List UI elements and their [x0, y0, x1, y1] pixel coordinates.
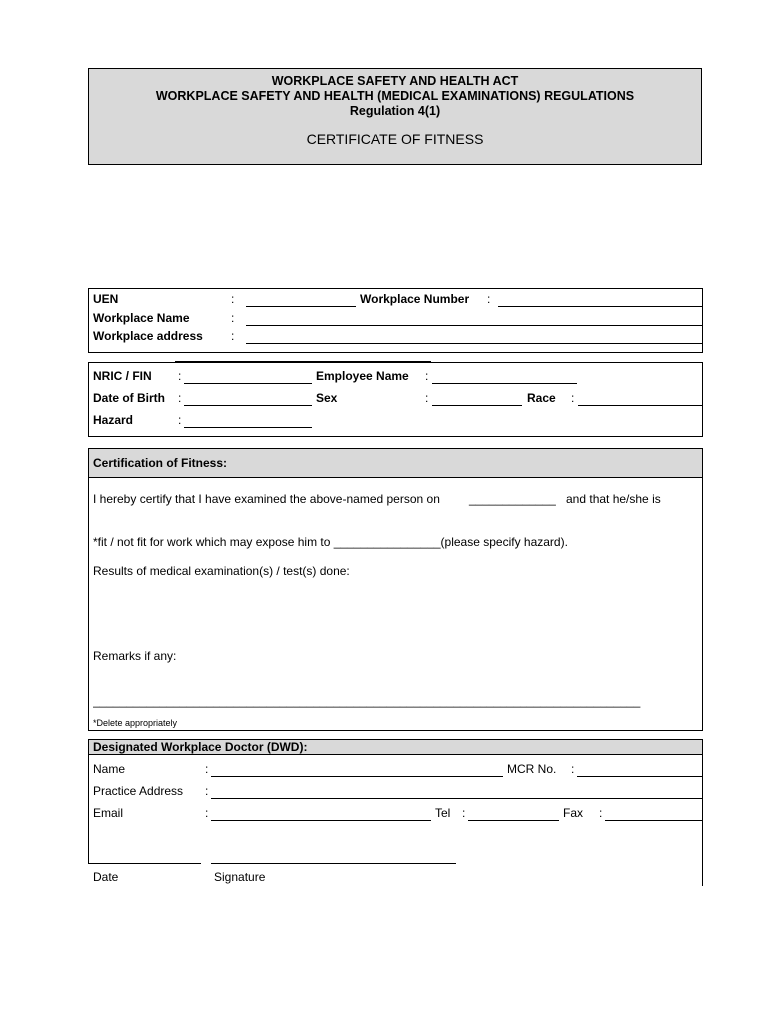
divider — [702, 755, 703, 886]
colon: : — [487, 292, 491, 306]
colon: : — [205, 784, 209, 798]
tel-label: Tel — [435, 806, 451, 820]
email-label: Email — [93, 806, 124, 820]
tel-field[interactable] — [468, 820, 559, 821]
colon: : — [462, 806, 466, 820]
dob-field[interactable] — [184, 405, 312, 406]
colon: : — [205, 806, 209, 820]
colon: : — [599, 806, 603, 820]
doctor-heading: Designated Workplace Doctor (DWD): — [93, 740, 308, 754]
signature-field[interactable] — [211, 863, 456, 864]
doctor-name-label: Name — [93, 762, 126, 776]
practice-address-label: Practice Address — [93, 784, 184, 798]
delete-footnote: *Delete appropriately — [93, 718, 178, 728]
regulation-number: Regulation 4(1) — [349, 104, 441, 118]
results-label: Results of medical examination(s) / test(s) done: — [93, 564, 350, 578]
race-label: Race — [527, 391, 556, 405]
remarks-label: Remarks if any: — [93, 649, 177, 663]
uen-field[interactable] — [246, 306, 356, 307]
divider — [88, 755, 89, 863]
workplace-number-label: Workplace Number — [360, 292, 470, 306]
colon: : — [231, 292, 235, 306]
fitness-statement: *fit / not fit for work which may expose him to ________________(please specify hazard). — [93, 535, 568, 549]
colon: : — [571, 762, 575, 776]
dob-label: Date of Birth — [93, 391, 165, 405]
certification-section — [88, 448, 703, 731]
doctor-name-field[interactable] — [211, 776, 503, 777]
workplace-name-field[interactable] — [246, 325, 702, 326]
colon: : — [231, 311, 235, 325]
hazard-field[interactable] — [184, 427, 312, 428]
mcr-field[interactable] — [577, 776, 702, 777]
employee-name-label: Employee Name — [316, 369, 409, 383]
certify-text: I hereby certify that I have examined the above-named person on — [93, 492, 440, 506]
sex-label: Sex — [316, 391, 338, 405]
date-label: Date — [93, 870, 119, 884]
colon: : — [205, 762, 209, 776]
fax-label: Fax — [563, 806, 584, 820]
workplace-number-field[interactable] — [498, 306, 702, 307]
act-title: WORKPLACE SAFETY AND HEALTH ACT — [271, 74, 519, 88]
employee-name-field[interactable] — [432, 383, 577, 384]
remarks-field[interactable]: __________________________________________________________________________________ — [93, 694, 641, 708]
date-field[interactable] — [88, 863, 201, 864]
race-field[interactable] — [578, 405, 702, 406]
workplace-name-label: Workplace Name — [93, 311, 190, 325]
uen-label: UEN — [93, 292, 119, 306]
colon: : — [571, 391, 575, 405]
nric-label: NRIC / FIN — [93, 369, 152, 383]
regulations-title: WORKPLACE SAFETY AND HEALTH (MEDICAL EXAMINATIONS) REGULATIONS — [155, 89, 635, 103]
signature-label: Signature — [214, 870, 266, 884]
practice-address-field[interactable] — [211, 798, 702, 799]
colon: : — [178, 413, 182, 427]
nric-field[interactable] — [184, 383, 312, 384]
certificate-title: CERTIFICATE OF FITNESS — [306, 131, 484, 147]
colon: : — [178, 391, 182, 405]
certification-heading: Certification of Fitness: — [93, 456, 228, 470]
workplace-address-label: Workplace address — [93, 329, 203, 343]
fax-field[interactable] — [605, 820, 702, 821]
sex-field[interactable] — [432, 405, 522, 406]
email-field[interactable] — [211, 820, 431, 821]
colon: : — [425, 369, 429, 383]
hazard-label: Hazard — [93, 413, 134, 427]
certify-text-end: and that he/she is — [566, 492, 661, 506]
colon: : — [425, 391, 429, 405]
workplace-address-field[interactable] — [246, 343, 702, 344]
mcr-label: MCR No. — [507, 762, 557, 776]
form-header — [88, 68, 702, 165]
colon: : — [231, 329, 235, 343]
colon: : — [178, 369, 182, 383]
exam-date-blank[interactable]: _____________ — [469, 492, 556, 506]
